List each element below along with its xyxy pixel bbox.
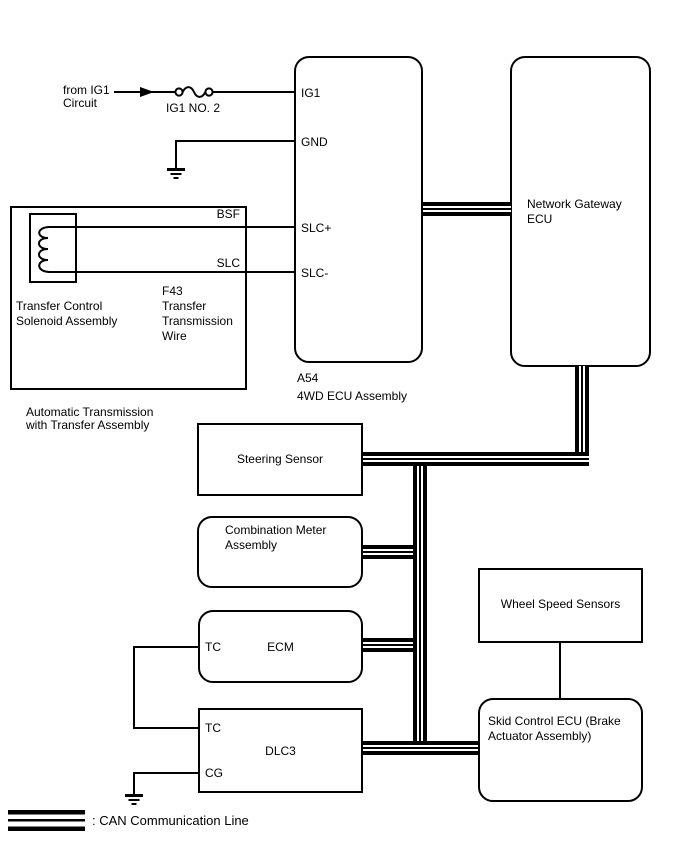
pin-label-gnd: GND	[301, 135, 328, 149]
can-bus-a54-gateway	[423, 202, 511, 216]
a54-name: 4WD ECU Assembly	[297, 389, 408, 403]
cg-ground-icon	[125, 794, 143, 806]
gnd-drop-wire	[175, 140, 177, 168]
solenoid-line1: Transfer Control	[16, 299, 103, 313]
flow-arrow-icon	[140, 87, 154, 97]
wire-label-slc: SLC	[216, 256, 240, 270]
ecm-tc-wire	[133, 646, 198, 648]
power-source-line1: from IG1	[63, 83, 110, 97]
skid-control-line1: Skid Control ECU (Brake	[488, 714, 621, 728]
pin-label-ig1: IG1	[301, 86, 321, 100]
dlc3-pin-cg: CG	[205, 766, 223, 780]
solenoid-label	[16, 299, 117, 329]
slc-minus-wire	[48, 271, 294, 273]
network-gateway-label	[527, 197, 622, 227]
can-line-legend-icon	[8, 810, 85, 831]
fuse-icon	[173, 84, 215, 100]
combination-meter-line2: Assembly	[225, 538, 278, 552]
pin-label-slc-minus: SLC-	[301, 266, 329, 280]
combination-meter-line1: Combination Meter	[225, 523, 327, 537]
wheel-speed-sensors-label: Wheel Speed Sensors	[500, 597, 621, 611]
wheel-to-skid-wire	[559, 643, 561, 698]
f43-connector-ref: F43	[162, 284, 183, 298]
can-bus-dlc3-skid	[363, 741, 478, 755]
dlc3-label: DLC3	[265, 744, 296, 758]
pin-label-slc-plus: SLC+	[301, 221, 332, 235]
can-bus-gateway-drop	[575, 366, 589, 466]
can-bus-trunk-vertical	[413, 455, 427, 755]
skid-control-label	[488, 714, 621, 744]
transmission-assembly-label	[26, 406, 153, 432]
tc-link-wire	[133, 646, 135, 729]
transfer-wire-line2: Transmission	[162, 314, 233, 328]
transmission-assembly-line1: Automatic Transmission	[26, 405, 154, 419]
steering-sensor-label: Steering Sensor	[236, 452, 324, 466]
transfer-wire-line1: Transfer	[162, 299, 207, 313]
a54-4wd-ecu-box	[294, 56, 423, 363]
bsf-slc-plus-wire	[48, 226, 294, 228]
power-source-line2: Circuit	[63, 96, 98, 110]
can-line-legend-label: : CAN Communication Line	[92, 813, 249, 828]
dlc3-pin-tc: TC	[205, 721, 221, 735]
solenoid-line2: Solenoid Assembly	[16, 314, 118, 328]
ecm-pin-tc: TC	[205, 640, 221, 654]
gnd-wire	[175, 140, 294, 142]
cg-wire	[133, 772, 198, 774]
transfer-wire-line3: Wire	[162, 329, 187, 343]
combination-meter-label	[225, 523, 326, 553]
power-source-label	[63, 84, 110, 110]
wire-label-bsf: BSF	[216, 207, 240, 221]
ground-icon	[167, 168, 185, 180]
transfer-wire-label	[162, 299, 233, 344]
transmission-assembly-line2: with Transfer Assembly	[26, 418, 150, 432]
ig1-to-ecu-wire	[211, 91, 294, 93]
fuse-label: IG1 NO. 2	[166, 101, 221, 115]
a54-connector-ref: A54	[297, 371, 319, 385]
skid-control-line2: Actuator Assembly)	[488, 729, 592, 743]
can-bus-steering-trunk	[363, 452, 589, 466]
cg-drop-wire	[133, 772, 135, 794]
solenoid-coil-icon	[36, 223, 50, 273]
dlc3-tc-wire	[133, 727, 198, 729]
ecm-label: ECM	[267, 640, 294, 654]
network-gateway-line2: ECU	[527, 212, 553, 226]
network-gateway-line1: Network Gateway	[527, 197, 622, 211]
